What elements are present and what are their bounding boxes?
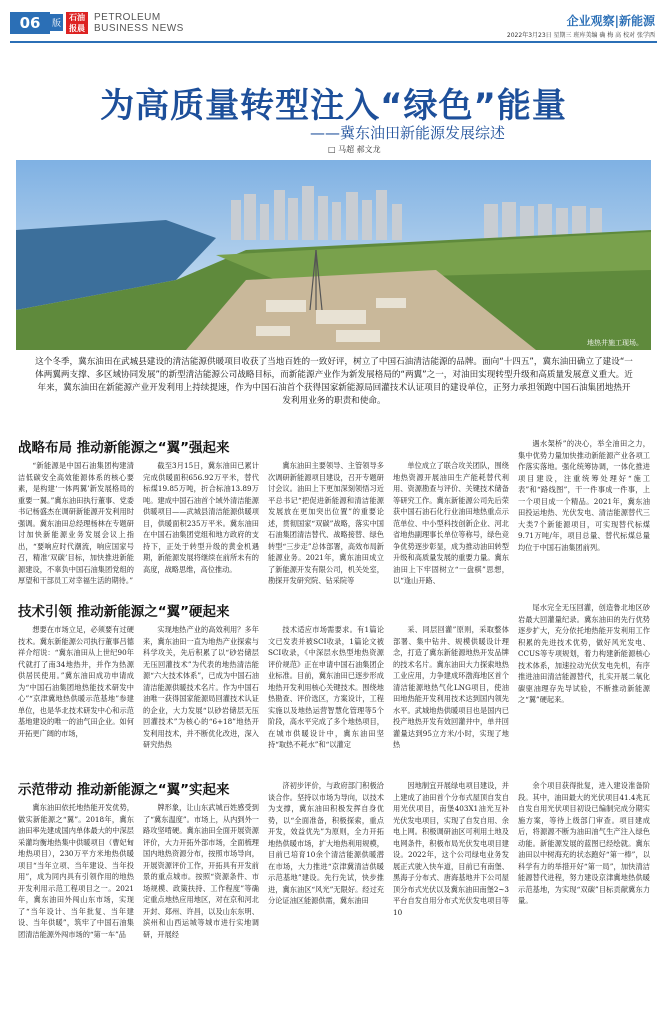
article-column <box>393 624 509 774</box>
column-text: 余个项目获得批复，进入建设准备阶段。其中，油田最大的光伏项目41.4兆瓦自发自用光伏项目初设已编制完成分期实施方案，等待上级部门审查。项目建成后，将源源不断为油田油气生产注入绿色动能。新能源发展的蓝图已经绘就。冀东油田以中树海充的状态跑好“第一棒”，以科学有力的举措开好“第一局”，加快清洁能源替代进程，努力建设京津冀地热供暖示范基地，为实现“双碳”目标贡献冀东力量。 <box>518 781 650 905</box>
page-suffix: 版 <box>50 14 63 31</box>
column-text: 采、同层回灌”原则，采取整体部署、集中钻井、规模供暖设计理念，打造了冀东新能源地热开发品牌的技术名片。冀东油田大力探索地热工业应用，力争建成环渤海地区首个清洁能源地热气化LNG项目，使油田地热能开发利用技术达到国内领先水平。武城地热供暖项目也是国内已投产地热开发有效回灌井中，单井回灌量达到95立方米/小时，实现了地热 <box>393 625 509 749</box>
page-number: 06 <box>10 12 50 34</box>
article-column <box>143 460 259 600</box>
article-column <box>393 780 509 1018</box>
column-text: 截至3月15日，冀东油田已累计完成供暖面积656.92万平米，替代标煤19.85万吨，折合标油13.89万吨。建成中国石油首个域外清洁能源供暖项目——武城县清洁能源供暖项目，供暖面积235万平米。冀东油田在中国石油集团党组和地方政府的支持下，正处于转型升级的黄金机遇期，新能源发展将继续在前所未有的高度，战略思维，高位推动。 <box>143 461 259 574</box>
column-text: 因地制宜开展绿电项目建设，并上建成了油田首个分布式屋顶自发自用光伏项目，南堡403X1油光互补光伏发电项目，实现了自发自用、余电上网。积极调研油区可利用土地及电网条件，积极布局光伏发电项目建设。2022年，这个公司绿电业务发展正式驶入快车道，目前已有南堡、黑海子分布式、唐海基地并下公司屋顶分布式光伏以及冀东油田南堡2~3平台自发自用分布式光伏发电项目等10 <box>393 781 509 917</box>
photo-caption: 地热井施工现场。 <box>587 339 643 347</box>
publication-name-line1: PETROLEUM <box>94 12 161 23</box>
article-column <box>268 624 384 774</box>
column-text: “新能源是中国石油集团构建清洁低碳安全高效能源体系的核心要素，是构建‘一体两翼’新发展格局的重要一翼。”冀东油田执行董事、党委书记杨盛杰在调研新能源开发利用时强调。冀东油田总经理杨林在专题研讨加快新能源业务发展会议上指出，“要响应时代潮流，响应国家号召，精准‘双碳’目标，加快推进新能源建设，不辜负中国石油集团党组的厚望和干部员工对幸福生活的期待。” <box>18 461 134 585</box>
article-column <box>18 802 134 1018</box>
column-text: 实现地热产业的高效利用？多年来，冀东油田一直为地热产业探索与科学攻关，先后积累了以“砂岩储层无压回灌技术”为代表的地热清洁能源“六大技术体系”，已成为中国石油清洁能源供暖技术名片。作为中国石油唯一获得国家能源局回灌技术认证的企业，大力发展“以砂岩储层无压回灌技术”为核心的“6+18”地热开发利用技术，并不断优化改进，深入研究热热 <box>143 625 259 749</box>
section-label: 企业观察|新能源 <box>566 14 655 28</box>
section-title-strategy: 战略布局 推动新能源之“翼”强起来 <box>18 440 230 456</box>
column-text: 想要在市场立足，必须要有过硬技术。冀东新能源公司执行董事吕德祥介绍说：“冀东油田从上世纪90年代就打了南34地热井，并作为热源供居民使用。”冀东油田成功申请成为“中国石油集团地热能技术研发中心”“京津冀地热供暖示范基地”参建单位，也是华北技术研发中心和示范基地建设的唯一的油气田企业。如何开拓更广阔的市场， <box>18 625 134 738</box>
column-text: 牌形象，让山东武城百姓感受到了“冀东温度”。市场上，从内到外一路攻坚啃硬。冀东油田全面开展资源评价，大力开拓外部市场，全面梳理国内地热资源分布，按照市场导向，开展资源评价工作，开拓具有开发前景的重点城市。按照“资源条件、市场规模、政策扶持、工作程度”等确定重点地热应用地区，对在京和河北开封、郑州、许昌，以及山东东明、滨州和山西运城等城市进行实地调研，开展经 <box>143 803 259 939</box>
column-text: 冀东油田主要领导、主管领导多次调研新能源项目建设，召开专题研讨会议。油田上下更加深刻领悟习近平总书记“把促进新能源和清洁能源发展放在更加突出位置”的重要论述，贯彻国家“双碳”战略，落实中国石油集团清洁替代、战略接替、绿色转型“三步走”总体部署，高效布局新能源业务。2021年，冀东油田成立了新能源开发有限公司，机关处室，勘探开发研究院、钻采院等 <box>268 461 384 585</box>
subheadline: ——冀东油田新能源发展综述 <box>310 124 506 142</box>
article-column <box>518 438 650 600</box>
column-text: 单位成立了联合攻关团队，围绕地热资源开展油田生产能耗替代利用、资源勘查与评价、关键技术储备等研究工作。冀东新能源公司先后荣获中国石油石化行业油田地热重点示范单位、中小型科技创新企业、河北省地热副理事长单位等称号，绿色竞争优势逐步彰显，成为推动油田转型升级和高质量发展的重要力量。冀东油田上下牢固树立“一盘棋”思想，以“逢山开路、 <box>393 461 509 585</box>
article-column <box>268 780 384 1018</box>
article-column <box>18 624 134 774</box>
intro-paragraph: 这个冬季，冀东油田在武城县建设的清洁能源供暖项目收获了当地百姓的一致好评，树立了中国石油清洁能源的品牌。面向“十四五”，冀东油田确立了建设“一体两翼两支撑、多区域协同发展”的新型清洁能源公司战略目标，而新能源产业作为新发展格局的“两翼”之一，对油田实现转型升级和高质量发展意义重大。近年来，冀东油田在新能源产业开发利用上持续提速，作为中国石油首个获得国家新能源局回灌技术认证项目的建设单位，正努力承担领跑中国石油集团地热开发利用业务的职责和使命。 <box>35 357 633 406</box>
column-text: 技术适应市场需要求。有1篇论文已发表并被SCI收录，1篇论文被SCI收录，《中深层水热型地热资源评价规范》正在申请中国石油集团企业标准。目前，冀东油田已逐步形成地热开发利用核心关键技术。围绕地热勘查、评价选区，方案设计，工程实施以及地热运营智慧化管理等5个阶段，高水平完成了多个地热项目，在城市供暖设计中，冀东油田坚持“取热不耗水”和“以灌定 <box>268 625 384 749</box>
issue-meta: 2022年3月23日 星期三 班库美编 确 梅 高 校对 张学西 <box>506 32 655 39</box>
column-text: 冀东油田依托地热能开发优势，做实新能源之“翼”。2018年，冀东油田率先建成国内单体最大的中深层采灌均衡地热集中供暖项目（曹妃甸地热项目），230万平方米地热供暖项目“当年立项、当年建设、当年投用”，成为同内具有引领作用的地热开发利用示范工程项目之一。2021年，冀东油田外闯山东市场，实现了“当年设计、当年批复、当年建设、当年供暖”，筑牢了中国石油集团清洁能源外闯市场的“第一车”品 <box>18 803 134 939</box>
headline: 为高质量转型注入“绿色”能量 <box>100 86 567 126</box>
article-column <box>143 624 259 774</box>
publication-name-line2: BUSINESS NEWS <box>94 23 184 34</box>
section-title-technology: 技术引领 推动新能源之“翼”硬起来 <box>18 604 230 620</box>
section-title-demonstration: 示范带动 推动新能源之“翼”实起来 <box>18 782 230 798</box>
column-text: 济初步评价，与政府部门积极洽谈合作。坚持以市场为导向，以技术为支撑，冀东油田积极发挥自身优势，以“全面准备，积极探索，重点开发，效益优先”为原则，全力开拓地热供暖市场，扩大地热利用规模，目前已培育10余个清洁能源供暖潜在市场，大力推进“京津冀清洁供暖示范基地”建设。先行先试，快步推进，冀东油区“风光”无限好。经过充分论证油区能源供需，冀东油田 <box>268 781 384 905</box>
article-column <box>143 802 259 1018</box>
newspaper-logo: 石油 报晨 <box>66 12 88 34</box>
column-text: 遇水架桥”的决心，举全油田之力，集中优势力量加快推动新能源产业各项工作落实落地。强化统筹协调，一体化推进项目建设，注重统筹处理好“施工表”和“路线图”，干一件事成一件事，上一个项目成一个精品。2021年，冀东油田投运地热、光伏发电、清洁能源替代三大类7个新能源项目，可实现替代标煤9.71万吨/年，项目总量、替代标煤总量均位于中国石油集团前列。 <box>518 439 650 552</box>
article-column <box>393 460 509 600</box>
masthead-rule <box>10 41 657 43</box>
column-text: 尾水完全无压回灌，创造鲁北地区砂岩最大回灌量纪录。冀东油田的先行优势逐步扩大，充分依托地热能开发利用工作积累的先进技术优势，做好风光发电、CCUS等专项规划，着力构建新能源核心技术体系，加速拉动光伏发电先机，有序推进油田清洁能源替代，扎实开展二氧化碳驱油理存先导试验，不断推动新能源之“翼”硬起来。 <box>518 603 650 704</box>
byline: □ 马超 郝文龙 <box>328 145 381 154</box>
article-column <box>268 460 384 600</box>
masthead <box>0 0 667 66</box>
article-column <box>18 460 134 600</box>
article-column <box>518 602 650 774</box>
aerial-photo <box>16 160 651 350</box>
article-column <box>518 780 650 1018</box>
publication-name <box>94 12 184 34</box>
